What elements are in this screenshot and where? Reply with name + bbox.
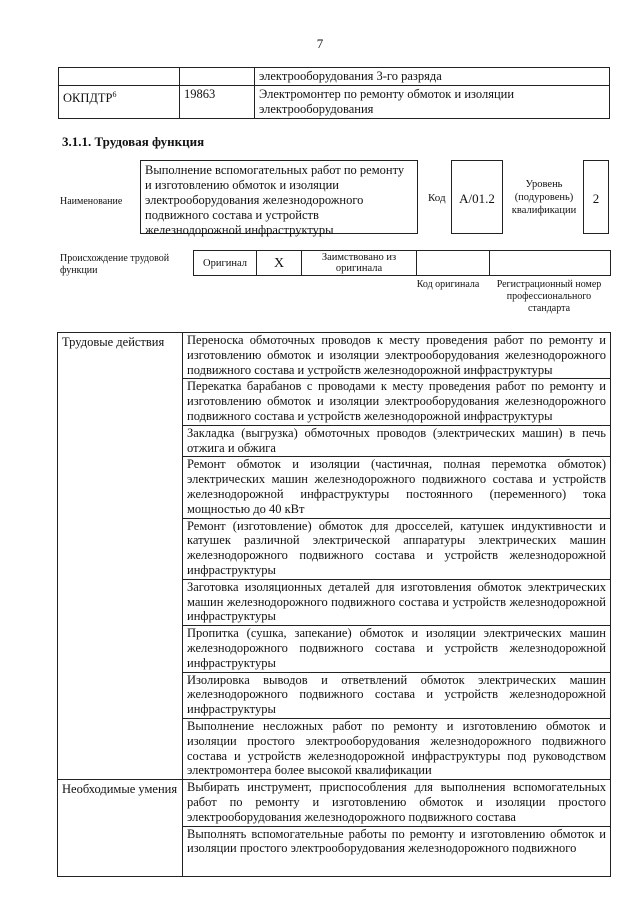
level-label: Уровень (подуровень) квалификации	[511, 179, 577, 216]
actions-label-cell: Трудовые действия	[58, 333, 183, 780]
occupation-table	[58, 67, 610, 119]
origin-table	[193, 250, 611, 276]
table-row	[194, 251, 611, 276]
name-label: Наименование	[60, 196, 123, 207]
level-box: 2	[583, 160, 609, 234]
skill-item	[183, 826, 611, 876]
registration-number-cell	[490, 251, 611, 276]
action-item: Выполнение несложных работ по ремонту и изготовлению обмоток и изоляции простого электрооборудования железнодорожного подвижного состава и устройств железнодорожной инфраструктуры под руководством электромонтера более высокой квалификации	[183, 718, 611, 779]
table-row	[58, 780, 611, 826]
action-item: Переноска обмоточных проводов к месту проведения работ по ремонту и изготовлению обмоток и изоляции электрооборудования железнодорожного подвижного состава и устройств железнодорожной инфраструктуры	[183, 333, 611, 379]
origin-label: Происхождение трудовой функции	[60, 253, 170, 276]
function-name-box: Выполнение вспомогательных работ по ремонту и изготовлению обмоток и изоляции электрооборудования железнодорожного подвижного состава и устройств железнодорожной инфраструктуры	[140, 160, 418, 234]
table-row	[59, 68, 610, 86]
action-item: Заготовка изоляционных деталей для изготовления обмоток электрических машин железнодорожного подвижного состава и устройств железнодорожной инфраструктуры	[183, 579, 611, 625]
action-item: Закладка (выгрузка) обмоточных проводов (электрических машин) в печь отжига и обжига	[183, 425, 611, 457]
original-mark-cell: X	[257, 251, 302, 276]
original-code-caption: Код оригинала	[416, 279, 480, 290]
action-item: Пропитка (сушка, запекание) обмоток и изоляции электрических машин железнодорожного подвижного состава и устройств железнодорожной инфраструктуры	[183, 626, 611, 672]
borrowed-label-cell: Заимствовано из оригинала	[302, 251, 417, 276]
code-cell: 19863	[180, 86, 255, 119]
skill-item: Выбирать инструмент, приспособления для выполнения вспомогательных работ по ремонту и изготовлению обмоток и изоляции простого электрооборудования железнодорожного подвижного состава	[183, 780, 611, 826]
original-code-cell	[417, 251, 490, 276]
section-title: 3.1.1. Трудовая функция	[62, 134, 205, 149]
skill-item-text: Выполнять вспомогательные работы по ремонту и изготовлению обмоток и изоляции простого электрооборудования железнодорожного подвижного	[187, 826, 606, 856]
okpdtr-label: ОКПДТР	[63, 91, 113, 106]
code-name-cell	[59, 86, 180, 119]
code-name-cell	[59, 68, 180, 86]
skills-label-cell: Необходимые умения	[58, 780, 183, 876]
main-table	[57, 332, 611, 877]
action-item: Ремонт обмоток и изоляции (частичная, полная перемотка обмоток) электрических машин железнодорожного подвижного состава и устройств железнодорожной инфраструктуры постоянного (переменного) тока мощностью до 40 кВт	[183, 457, 611, 518]
code-label: Код	[428, 192, 446, 204]
footnote-mark: 6	[112, 90, 117, 99]
action-item: Изолировка выводов и ответвлений обмоток электрических машин железнодорожного подвижного состава и устройств железнодорожной инфраструктуры	[183, 672, 611, 718]
action-item: Ремонт (изготовление) обмоток для дросселей, катушек индуктивности и катушек различной электрической аппаратуры электрических машин железнодорожного подвижного состава и устройств железнодорожной инфраструктуры	[183, 518, 611, 579]
action-item: Перекатка барабанов с проводами к месту проведения работ по ремонту и изготовлению обмоток и изоляции электрооборудования железнодорожного подвижного состава и устройств железнодорожной инфраструктуры	[183, 379, 611, 425]
title-cell: Электромонтер по ремонту обмоток и изоляции электрооборудования	[255, 86, 610, 119]
code-cell	[180, 68, 255, 86]
page-number: 7	[316, 36, 324, 51]
registration-caption: Регистрационный номер профессионального стандарта	[496, 279, 602, 314]
table-row	[59, 86, 610, 119]
original-label-cell: Оригинал	[194, 251, 257, 276]
title-cell: электрооборудования 3-го разряда	[255, 68, 610, 86]
function-code-box: A/01.2	[451, 160, 503, 234]
table-row	[58, 333, 611, 379]
